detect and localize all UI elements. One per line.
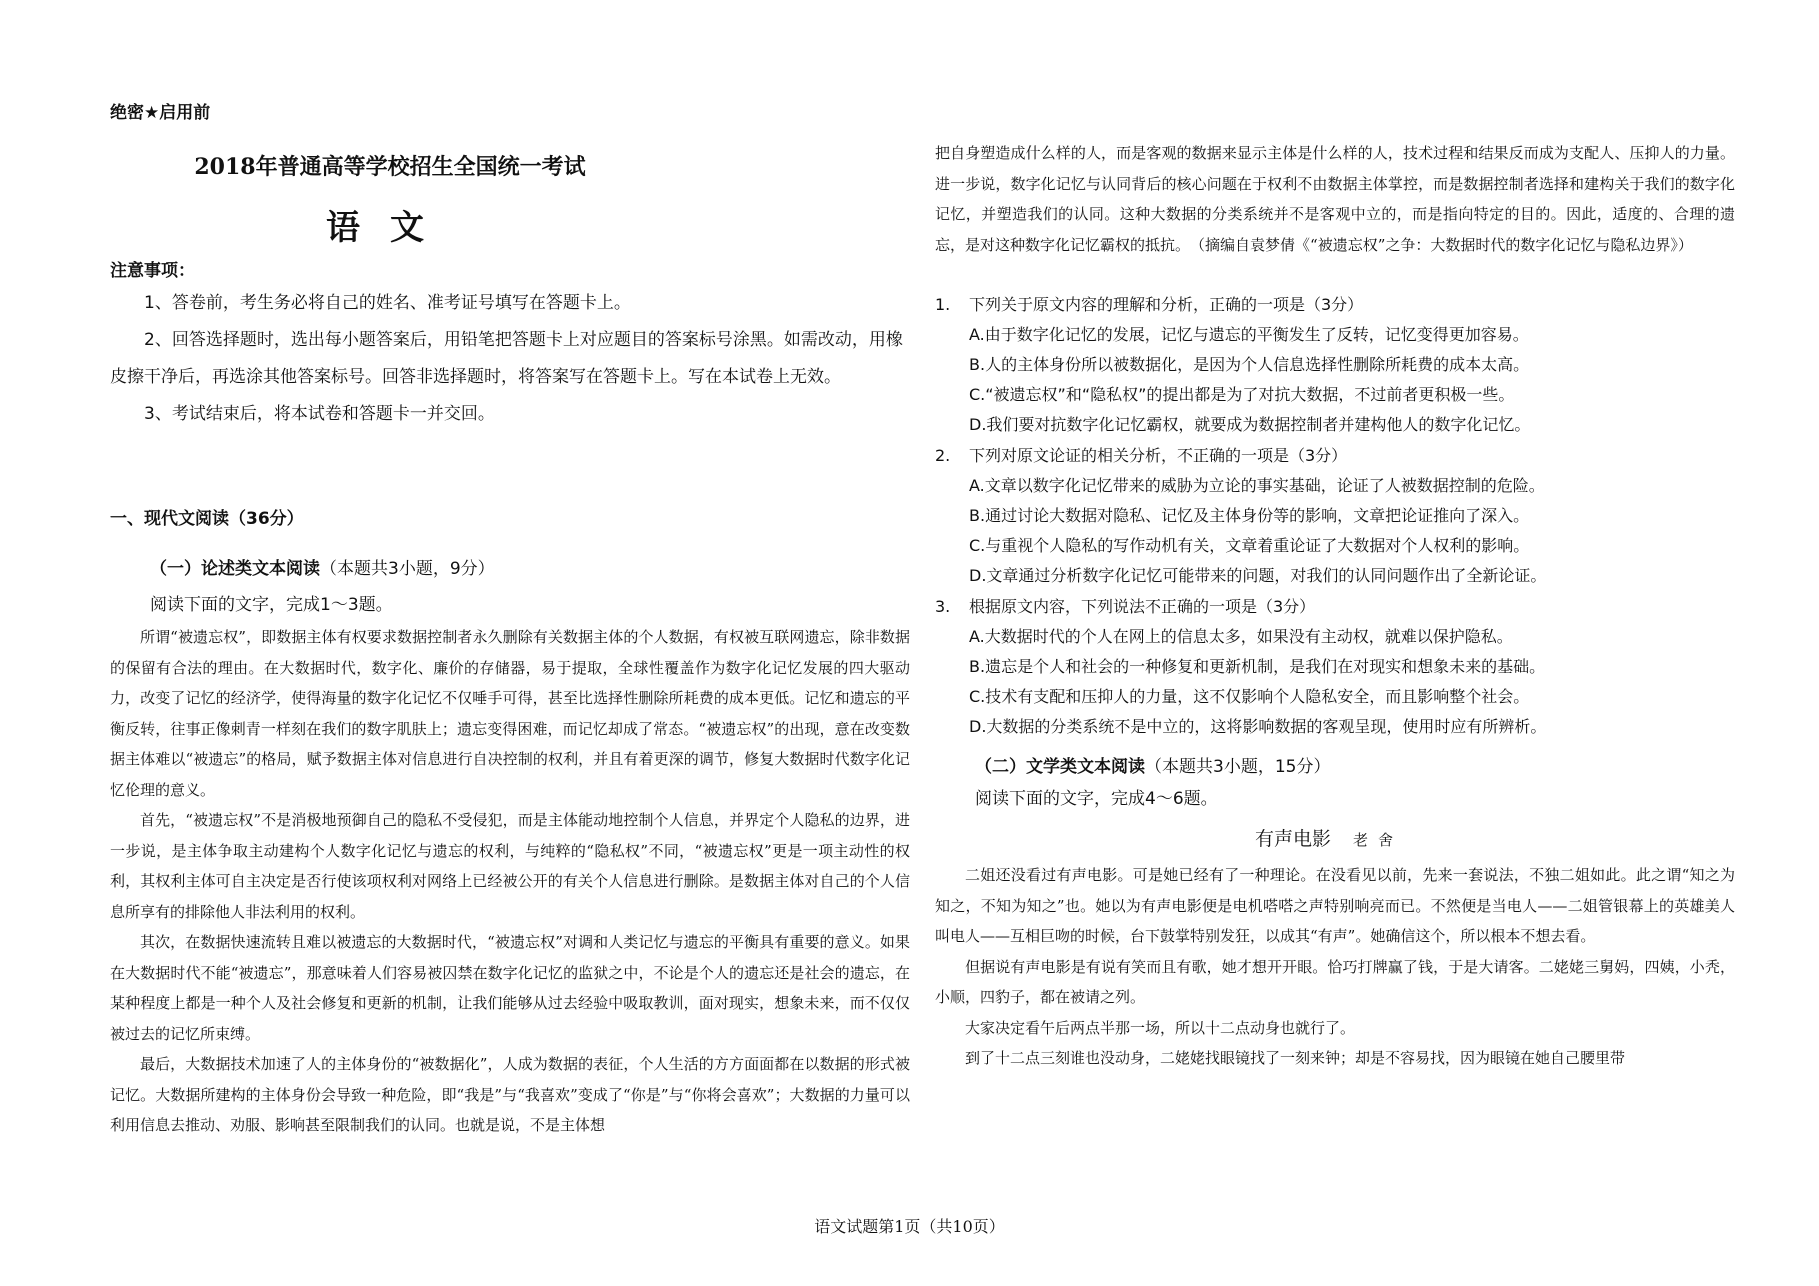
question-2 (935, 441, 1735, 591)
notice-item: 3、考试结束后，将本试卷和答题卡一并交回。 (144, 404, 495, 424)
part1-title: （一）论述类文本阅读 (150, 559, 320, 579)
story-heading (1255, 824, 1403, 851)
option-d: D.文章通过分析数字化记忆可能带来的问题，对我们的认同问题作出了全新论证。 (969, 566, 1547, 585)
option-b: B.人的主体身份所以被数据化，是因为个人信息选择性删除所耗费的成本太高。 (969, 355, 1530, 374)
question-text: 下列对原文论证的相关分析，不正确的一项是（3分） (969, 446, 1348, 465)
option-a: A.大数据时代的个人在网上的信息太多，如果没有主动权，就难以保护隐私。 (969, 627, 1513, 646)
notice-heading: 注意事项： (110, 261, 195, 281)
page-footer: 语文试题第1页（共10页） (814, 1217, 1005, 1236)
story-passage (935, 860, 1735, 1074)
passage-paragraph: 其次，在数据快速流转且难以被遗忘的大数据时代，“被遗忘权”对调和人类记忆与遗忘的平衡具有重要的意义。如果在大数据时代不能“被遗忘”，那意味着人们容易被囚禁在数字化记忆的监狱之中，不论是个人的遗忘还是社会的遗忘，在某种程度上都是一种个人及社会修复和更新的机制，让我们能够从过去经验中吸取教训，面对现实，想象未来，而不仅仅被过去的记忆所束缚。 (110, 933, 910, 1043)
question-stem (935, 441, 1735, 471)
option-c: C.技术有支配和压抑人的力量，这不仅影响个人隐私安全，而且影响整个社会。 (969, 687, 1530, 706)
story-paragraph: 到了十二点三刻谁也没动身，二姥姥找眼镜找了一刻来钟；却是不容易找，因为眼镜在她自己腰里带 (965, 1049, 1626, 1067)
option-d: D.我们要对抗数字化记忆霸权，就要成为数据控制者并建构他人的数字化记忆。 (969, 415, 1531, 434)
passage-paragraph: 首先，“被遗忘权”不是消极地预御自己的隐私不受侵犯，而是主体能动地控制个人信息，并界定个人隐私的边界，进一步说，是主体争取主动建构个人数字化记忆与遗忘的权利，与纯粹的“隐私权”不同，“被遗忘权”更是一项主动性的权利，其权利主体可自主决定是否行使该项权利对网络上已经被公开的有关个人信息进行删除。是数据主体对自己的个人信息所享有的排除他人非法利用的权利。 (110, 811, 910, 921)
story-title: 有声电影 (1255, 828, 1332, 850)
notice-item: 2、回答选择题时，选出每小题答案后，用铅笔把答题卡上对应题目的答案标号涂黑。如需改动，用橡皮擦干净后，再选涂其他答案标号。回答非选择题时，将答案写在答题卡上。写在本试卷上无效。 (110, 330, 903, 387)
question-3 (935, 592, 1735, 742)
option-d: D.大数据的分类系统不是中立的，这将影响数据的客观呈现，使用时应有所辨析。 (969, 717, 1547, 736)
story-paragraph: 但据说有声电影是有说有笑而且有歌，她才想开开眼。恰巧打牌赢了钱，于是大请客。二姥姥三舅妈，四姨，小秃，小顺，四豹子，都在被请之列。 (935, 957, 1735, 1006)
part2-heading (975, 752, 1330, 777)
question-text: 根据原文内容，下列说法不正确的一项是（3分） (969, 597, 1316, 616)
question-stem (935, 592, 1735, 622)
question-1 (935, 290, 1735, 440)
option-a: A.文章以数字化记忆带来的威胁为立论的事实基础，论证了人被数据控制的危险。 (969, 476, 1545, 495)
question-number: 1. (935, 295, 951, 314)
section-heading: 一、现代文阅读（36分） (110, 509, 304, 529)
part2-instruction: 阅读下面的文字，完成4～6题。 (975, 789, 1218, 809)
option-a: A.由于数字化记忆的发展，记忆与遗忘的平衡发生了反转，记忆变得更加容易。 (969, 325, 1529, 344)
question-number: 3. (935, 597, 951, 616)
option-c: C.与重视个人隐私的写作动机有关，文章着重论证了大数据对个人权利的影响。 (969, 536, 1530, 555)
story-paragraph: 二姐还没看过有声电影。可是她已经有了一种理论。在没看见以前，先来一套说法，不独二姐如此。此之谓“知之为知之，不知为知之”也。她以为有声电影便是电机嗒嗒之声特别响亮而已。不然便是当电人——二姐管银幕上的英雄美人叫电人——互相巨吻的时候，台下鼓掌特别发狂，以成其“有声”。她确信这个，所以根本不想去看。 (935, 866, 1735, 945)
part1-note: （本题共3小题，9分） (320, 559, 495, 579)
option-c: C.“被遗忘权”和“隐私权”的提出都是为了对抗大数据，不过前者更积极一些。 (969, 385, 1515, 404)
passage-paragraph: 所谓“被遗忘权”，即数据主体有权要求数据控制者永久删除有关数据主体的个人数据，有权被互联网遗忘，除非数据的保留有合法的理由。在大数据时代，数字化、廉价的存储器，易于提取，全球性覆盖作为数字化记忆发展的四大驱动力，改变了记忆的经济学，使得海量的数字化记忆不仅唾手可得，甚至比选择性删除所耗费的成本更低。记忆和遗忘的平衡反转，往事正像刺青一样刻在我们的数字肌肤上；遗忘变得困难，而记忆却成了常态。“被遗忘权”的出现，意在改变数据主体难以“被遗忘”的格局，赋予数据主体对信息进行自决控制的权利，并且有着更深的调节，修复大数据时代数字化记忆伦理的意义。 (110, 628, 910, 799)
part2-note: （本题共3小题，15分） (1145, 757, 1331, 777)
question-number: 2. (935, 446, 951, 465)
passage-paragraph (935, 138, 1735, 260)
continued-passage (935, 138, 1735, 260)
continued-text: 把自身塑造成什么样的人，而是客观的数据来显示主体是什么样的人，技术过程和结果反而成为支配人、压抑人的力量。进一步说，数字化记忆与认同背后的核心问题在于权利不由数据主体掌控，而是数据控制者选择和建构关于我们的数字化记忆，并塑造我们的认同。这种大数据的分类系统并不是客观中立的，而是指向特定的目的。因此，适度的、合理的遗忘，是对这种数字化记忆霸权的抵抗。 (935, 144, 1735, 254)
question-text: 下列关于原文内容的理解和分析，正确的一项是（3分） (969, 295, 1364, 314)
argument-passage (110, 622, 910, 1141)
notice-item: 1、答卷前，考生务必将自己的姓名、准考证号填写在答题卡上。 (144, 293, 631, 313)
option-b: B.遗忘是个人和社会的一种修复和更新机制，是我们在对现实和想象未来的基础。 (969, 657, 1546, 676)
subject-title: 语文 (326, 208, 454, 248)
passage-paragraph: 最后，大数据技术加速了人的主体身份的“被数据化”，人成为数据的表征，个人生活的方方面面都在以数据的形式被记忆。大数据所建构的主体身份会导致一种危险，即“我是”与“我喜欢”变成了“你是”与“你将会喜欢”；大数据的力量可以利用信息去推动、劝服、影响甚至限制我们的认同。也就是说，不是主体想 (110, 1055, 910, 1134)
question-stem (935, 290, 1735, 320)
story-paragraph: 大家决定看午后两点半那一场，所以十二点动身也就行了。 (965, 1018, 1356, 1037)
secret-mark: 绝密★启用前 (110, 103, 211, 123)
notice-list (110, 285, 910, 433)
part2-title: （二）文学类文本阅读 (975, 757, 1145, 777)
part1-heading (150, 554, 495, 579)
exam-title: 2018年普通高等学校招生全国统一考试 (194, 154, 586, 180)
option-b: B.通过讨论大数据对隐私、记忆及主体身份等的影响，文章把论证推向了深入。 (969, 506, 1530, 525)
part1-instruction: 阅读下面的文字，完成1～3题。 (150, 595, 393, 615)
source-note: （摘编自袁梦倩《“被遗忘权”之争：大数据时代的数字化记忆与隐私边界》） (1197, 235, 1693, 254)
story-author: 老舍 (1353, 831, 1404, 849)
